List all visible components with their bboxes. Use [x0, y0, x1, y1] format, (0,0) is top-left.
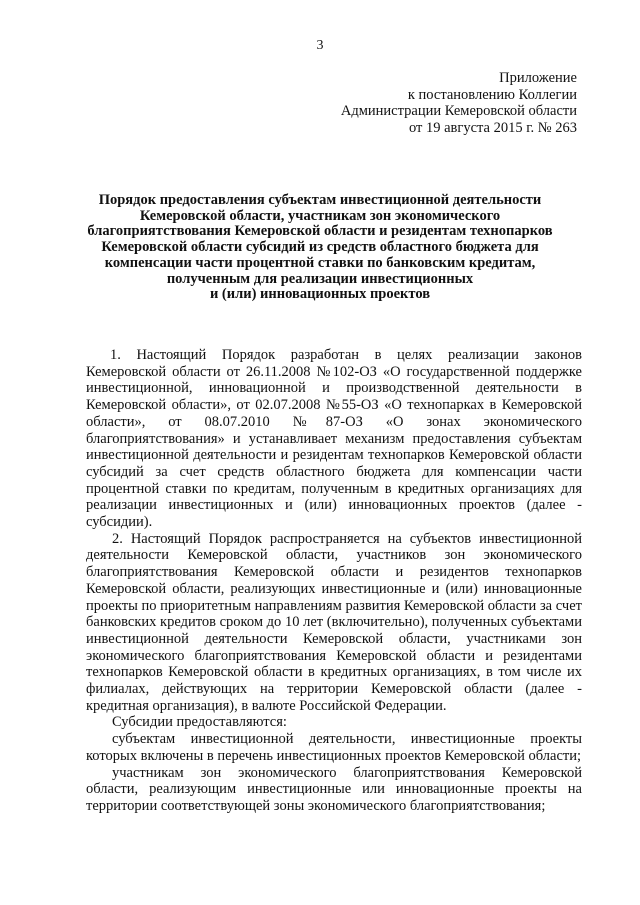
appendix-block — [287, 70, 577, 136]
appendix-line: Приложение — [499, 70, 577, 86]
title-line: Порядок предоставления субъектам инвестиционной деятельности — [98, 192, 542, 208]
document-body — [86, 347, 582, 815]
appendix-line: от 19 августа 2015 г. № 263 — [408, 119, 577, 136]
appendix-line: Администрации Кемеровской области — [340, 103, 577, 119]
subsidy-recipient-item: субъектам инвестиционной деятельности, инвестиционные проекты которых включены в перечень инвестиционных проектов Кемеровской области; — [86, 731, 582, 764]
title-line: и (или) инновационных проектов — [209, 286, 431, 303]
paragraph-2: 2. Настоящий Порядок распространяется на субъектов инвестиционной деятельности Кемеровской области, участников зон экономического благоприятствования Кемеровской области и резидентов технопарков Кемеровской области, реализующих инвестиционные и (или) инновационные проекты по приоритетным направлениям развития Кемеровской области за счет банковских кредитов сроком до 10 лет (включительно), полученных субъектами инвестиционной деятельности Кемеровской области, участниками зон экономического благоприятствования Кемеровской области и резидентами технопарков Кемеровской области в кредитных организациях, в том числе их филиалах, действующих на территории Кемеровской области (далее - кредитная организация), в валюте Российской Федерации. — [86, 530, 582, 714]
page-number: 3 — [316, 38, 324, 53]
document-title — [70, 193, 570, 303]
subsidies-intro: Субсидии предоставляются: — [112, 714, 287, 731]
paragraph-1: 1. Настоящий Порядок разработан в целях реализации законов Кемеровской области от 26.11.2008 №102-ОЗ «О государственной поддержке инвестиционной, инновационной и производственной деятельности в Кемеровской области», от 02.07.2008 №55-ОЗ «О технопарках в Кемеровской области», от 08.07.2010 №87-ОЗ «О зонах экономического благоприятствования» и устанавливает механизм предоставления субъектам инвестиционной деятельности и резидентам технопарков Кемеровской области субсидий за счет средств областного бюджета для компенсации части процентной ставки по кредитам, полученным в кредитных организациях для реализации инвестиционных и (или) инновационных проектов (далее - субсидии). — [86, 347, 582, 531]
title-line: благоприятствования Кемеровской области и резидентам технопарков — [87, 223, 553, 240]
subsidy-recipient-item: участникам зон экономического благоприятствования Кемеровской области, реализующим инвестиционные или инновационные проекты на территории соответствующей зоны экономического благоприятствования; — [86, 764, 582, 814]
title-line: Кемеровской области субсидий из средств областного бюджета для — [101, 239, 539, 256]
title-line: компенсации части процентной ставки по банковским кредитам, — [104, 254, 536, 271]
appendix-line: к постановлению Коллегии — [407, 86, 577, 103]
title-line: полученным для реализации инвестиционных — [166, 270, 474, 287]
title-line: Кемеровской области, участникам зон экономического — [139, 207, 501, 224]
